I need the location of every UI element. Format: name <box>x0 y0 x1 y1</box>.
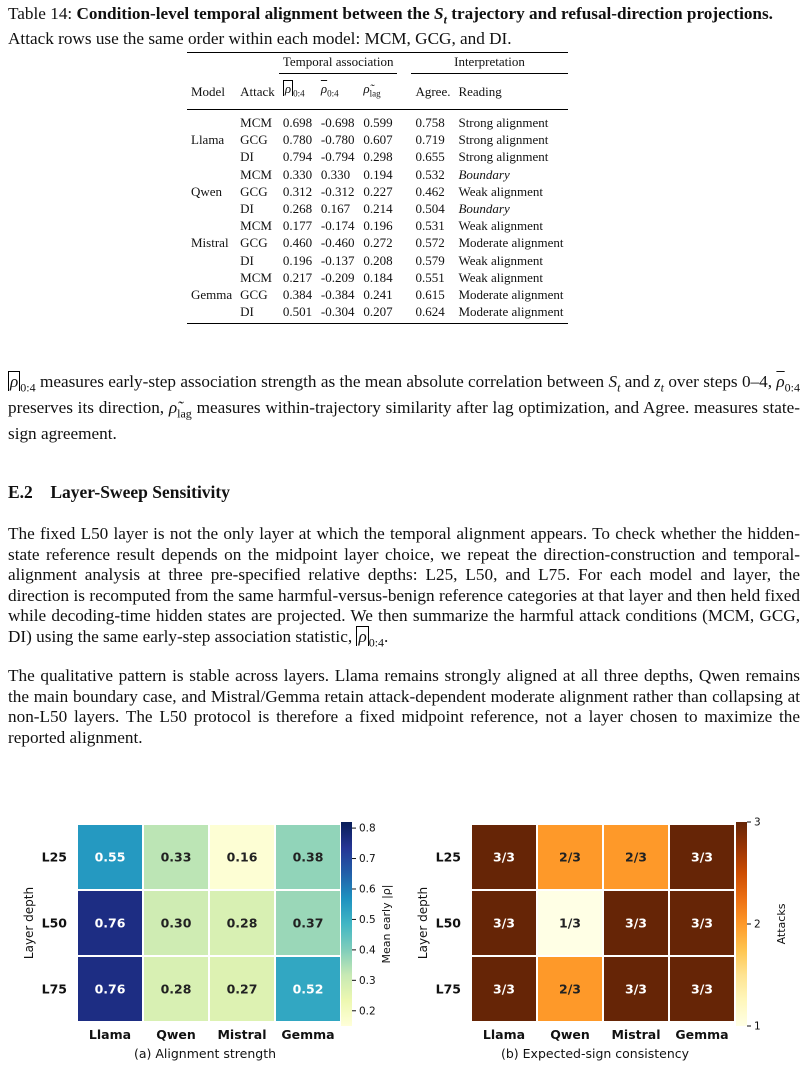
table-cell-mean-rho: -0.137 <box>320 252 355 268</box>
table-cell-agree: 0.758 <box>415 115 445 130</box>
colorbar-tick-label: 0.5 <box>359 913 376 926</box>
cell-value-label: 0.37 <box>292 915 324 931</box>
table-cell-model <box>187 200 236 217</box>
table-cell-mean-rho: -0.698 <box>320 115 355 130</box>
cell-value-label: 3/3 <box>691 981 713 997</box>
table-cell-abs-rho: 0.384 <box>282 287 313 303</box>
paragraph-2: The qualitative pattern is stable across layers. Llama remains strongly aligned at all three depths, Qwen remains the main boundary case, and Mistral/Gemma retain attack-dependent moderate alignment rather than collapsing at non-L50 layers. The L50 protocol is therefore a fixed midpoint reference, not a layer chosen to maximize the reported alignment. <box>8 666 800 747</box>
table-cell-attack: MCM <box>240 115 272 130</box>
group-header-temporal: Temporal association <box>279 53 398 74</box>
table-cell-reading: Strong alignment <box>458 149 549 165</box>
table-cell-agree: 0.579 <box>415 252 445 268</box>
col-header-model: Model <box>187 74 236 110</box>
table-cell-lag-rho: 0.214 <box>363 201 393 217</box>
table-row <box>187 200 568 217</box>
table-cell-agree: 0.655 <box>415 149 445 165</box>
footnote-part-2: and <box>620 372 650 391</box>
caption-bold-2: trajectory and refusal-direction projections. <box>451 4 773 23</box>
footnote-part-4: preserves its direction, <box>8 397 169 417</box>
table-cell-reading: Moderate alignment <box>458 287 564 303</box>
table-cell-lag-rho: 0.196 <box>363 218 393 234</box>
table-cell-lag-rho: 0.272 <box>363 235 393 251</box>
colorbar-tick-label: 0.7 <box>359 853 376 866</box>
table-row <box>187 286 568 303</box>
section-number: E.2 <box>8 482 33 502</box>
table-cell-abs-rho: 0.312 <box>282 183 313 199</box>
col-header-abs-rho: ρ $_{0:4}$ <box>279 74 317 110</box>
table-cell-attack: MCM <box>240 166 272 182</box>
table-cell-lag-rho: 0.607 <box>363 132 393 148</box>
table-cell-abs-rho: 0.698 <box>282 115 313 130</box>
table-cell-model <box>187 166 236 183</box>
colorbar-tick-label: 0.4 <box>359 944 376 957</box>
table-cell-mean-rho: -0.304 <box>320 304 355 320</box>
table-cell-attack: GCG <box>240 235 268 251</box>
table-cell-abs-rho: 0.460 <box>282 235 313 251</box>
table-cell-abs-rho: 0.501 <box>282 304 313 320</box>
alignment-table <box>187 52 568 324</box>
table-cell-attack: DI <box>240 304 254 320</box>
colorbar <box>341 822 352 1026</box>
table-cell-model: Mistral <box>191 235 229 251</box>
table-cell-attack: DI <box>240 252 254 268</box>
cell-value-label: 3/3 <box>691 849 713 865</box>
colorbar-tick-label: 0.3 <box>359 974 376 987</box>
table-cell-lag-rho: 0.184 <box>363 269 393 285</box>
table-cell-attack: DI <box>240 201 254 217</box>
footnote-part-3: over steps 0–4, <box>663 372 777 391</box>
table-cell-attack: MCM <box>240 218 272 234</box>
table-row <box>187 252 568 269</box>
table-cell-model <box>187 269 236 286</box>
cell-value-label: 3/3 <box>493 849 515 865</box>
cell-value-label: 2/3 <box>559 849 581 865</box>
table-row <box>187 110 568 132</box>
table-row <box>187 234 568 251</box>
table-cell-attack: DI <box>240 149 254 165</box>
colorbar-label: Attacks <box>775 903 788 945</box>
table-cell-mean-rho: -0.460 <box>320 235 355 251</box>
table-cell-reading: Weak alignment <box>458 269 543 285</box>
group-header-interpretation: Interpretation <box>411 53 567 74</box>
table-cell-abs-rho: 0.177 <box>282 218 313 234</box>
paragraph-1: The fixed L50 layer is not the only layer at which the temporal alignment appears. To check whether the hidden-state reference result depends on the midpoint layer choice, we repeat the direction-construction and temporal-alignment analysis at three pre-specified relative depths: L25, L50, and L75. For each model and layer, the direction is recomputed from the same harmful-versus-benign reference categories at that layer and then held fixed while decoding-time hidden states are projected. We then summarize the harmful attack conditions (MCM, GCG, DI) using the same early-step association statistic, ρ $_{0:4}$. <box>8 524 800 649</box>
table-cell-attack: GCG <box>240 287 268 303</box>
table-cell-reading: Boundary <box>458 166 510 182</box>
table-cell-lag-rho: 0.208 <box>363 252 393 268</box>
x-tick-label: Gemma <box>281 1027 335 1042</box>
colorbar-tick-label: 0.2 <box>359 1005 376 1018</box>
table-cell-reading: Strong alignment <box>458 115 549 130</box>
table-cell-agree: 0.551 <box>415 269 445 285</box>
table-cell-mean-rho: 0.167 <box>320 201 351 217</box>
table-cell-model: Qwen <box>191 183 223 199</box>
table-cell-mean-rho: -0.209 <box>320 269 355 285</box>
cell-value-label: 0.33 <box>160 849 192 865</box>
cell-value-label: 3/3 <box>493 981 515 997</box>
table-cell-reading: Weak alignment <box>458 218 543 234</box>
x-tick-label: Mistral <box>217 1027 267 1042</box>
colorbar-tick-label: 0.8 <box>359 822 376 835</box>
table-cell-lag-rho: 0.227 <box>363 183 393 199</box>
table-cell-abs-rho: 0.780 <box>282 132 313 148</box>
x-tick-label: Llama <box>482 1027 526 1042</box>
caption-label: Table 14: <box>8 4 73 23</box>
table-cell-agree: 0.531 <box>415 218 445 234</box>
y-tick-label: L75 <box>41 981 67 997</box>
table-cell-abs-rho: 0.330 <box>282 166 313 182</box>
table-cell-model: Llama <box>191 132 225 148</box>
table-cell-model: Gemma <box>191 287 233 303</box>
cell-value-label: 3/3 <box>625 981 647 997</box>
caption-symbol: S <box>434 4 444 23</box>
cell-value-label: 3/3 <box>625 915 647 931</box>
subfigure-a-caption: (a) Alignment strength <box>133 1046 277 1061</box>
colorbar <box>736 822 747 1026</box>
colorbar-tick-label: 1 <box>754 1020 761 1033</box>
layer-sweep-figure <box>0 806 808 1086</box>
table-cell-abs-rho: 0.268 <box>282 201 313 217</box>
col-header-lag-rho: $\rhõ_{lag}$ <box>359 74 397 110</box>
table-cell-agree: 0.462 <box>415 183 445 199</box>
table-cell-agree: 0.572 <box>415 235 445 251</box>
x-tick-label: Qwen <box>156 1027 196 1042</box>
table-cell-model <box>187 252 236 269</box>
table-cell-attack: GCG <box>240 183 268 199</box>
cell-value-label: 0.27 <box>226 981 258 997</box>
table-cell-lag-rho: 0.207 <box>363 304 393 320</box>
col-header-agree: Agree. <box>411 74 454 110</box>
table-cell-abs-rho: 0.217 <box>282 269 313 285</box>
footnote-part-5: measures within-trajectory similarity after lag optimization, and Agree. measures state-sign agreement. <box>8 397 800 443</box>
cell-value-label: 0.76 <box>94 915 126 931</box>
cell-value-label: 0.28 <box>160 981 192 997</box>
cell-value-label: 0.38 <box>292 849 324 865</box>
table-cell-attack: MCM <box>240 269 272 285</box>
table-cell-agree: 0.504 <box>415 201 445 217</box>
y-axis-label: Layer depth <box>22 886 36 960</box>
table-row <box>187 217 568 234</box>
table-footnote: ρ $_{0:4}$ measures early-step association strength as the mean absolute correlation between $S_t$ and $z_t$ over steps 0–4, $\overline{\rho}_{0:4}$ preserves its direction, $\rhõ_{lag}$ measures within-trajectory similarity after lag optimization, and Agree. measures state-sign agreement. <box>8 372 800 443</box>
y-tick-label: L50 <box>435 915 461 931</box>
table-cell-agree: 0.615 <box>415 287 445 303</box>
x-tick-label: Llama <box>88 1027 132 1042</box>
col-header-mean-rho: $\overline{\rho}_{0:4}$ <box>317 74 360 110</box>
table-cell-mean-rho: -0.174 <box>320 218 355 234</box>
cell-value-label: 2/3 <box>559 981 581 997</box>
y-tick-label: L50 <box>41 915 67 931</box>
caption-rest: Attack rows use the same order within each model: MCM, GCG, and DI. <box>8 29 512 49</box>
col-header-attack: Attack <box>236 74 279 110</box>
table-cell-lag-rho: 0.194 <box>363 166 393 182</box>
table-cell-attack: GCG <box>240 132 268 148</box>
table-row <box>187 183 568 200</box>
y-tick-label: L25 <box>41 849 67 865</box>
colorbar-label: Mean early |ρ| <box>380 884 393 964</box>
colorbar-tick-label: 0.6 <box>359 883 376 896</box>
x-tick-label: Gemma <box>675 1027 729 1042</box>
col-header-reading: Reading <box>454 74 567 110</box>
paragraph-1-text: The fixed L50 layer is not the only layer at which the temporal alignment appears. To check whether the hidden-state reference result depends on the midpoint layer choice, we repeat the direction-construction and temporal-alignment analysis at three pre-specified relative depths: L25, L50, and L75. For each model and layer, the direction is recomputed from the same harmful-versus-benign reference categories at that layer and then held fixed while decoding-time hidden states are projected. We then summarize the harmful attack conditions (MCM, GCG, DI) using the same early-step association statistic, <box>8 524 800 646</box>
table-cell-reading: Moderate alignment <box>458 235 564 251</box>
cell-value-label: 2/3 <box>625 849 647 865</box>
cell-value-label: 0.76 <box>94 981 126 997</box>
table-cell-reading: Moderate alignment <box>458 304 564 320</box>
colorbar-tick-label: 2 <box>754 918 761 931</box>
cell-value-label: 0.55 <box>94 849 126 865</box>
table-cell-lag-rho: 0.241 <box>363 287 393 303</box>
y-tick-label: L75 <box>435 981 461 997</box>
y-tick-label: L25 <box>435 849 461 865</box>
table-row <box>187 303 568 324</box>
footnote-part-1: measures early-step association strength as the mean absolute correlation between <box>35 372 609 391</box>
table-cell-abs-rho: 0.794 <box>282 149 313 165</box>
table-cell-agree: 0.719 <box>415 132 445 148</box>
subfigure-b-caption: (b) Expected-sign consistency <box>500 1046 690 1061</box>
caption-symbol-sub: t <box>443 12 447 27</box>
table-cell-lag-rho: 0.599 <box>363 115 393 130</box>
column-header-row <box>187 74 568 110</box>
table-cell-mean-rho: -0.312 <box>320 183 355 199</box>
table-cell-mean-rho: -0.384 <box>320 287 355 303</box>
table-row <box>187 148 568 165</box>
table-cell-lag-rho: 0.298 <box>363 149 393 165</box>
y-axis-label: Layer depth <box>416 886 430 960</box>
x-tick-label: Qwen <box>550 1027 590 1042</box>
colorbar-tick-label: 3 <box>754 816 761 829</box>
table-cell-agree: 0.624 <box>415 304 445 320</box>
table-cell-abs-rho: 0.196 <box>282 252 313 268</box>
cell-value-label: 1/3 <box>559 915 581 931</box>
table-caption <box>8 4 800 49</box>
caption-bold-1: Condition-level temporal alignment between the <box>76 4 430 23</box>
table-cell-reading: Boundary <box>458 201 510 217</box>
table-cell-model <box>187 110 236 132</box>
table-cell-reading: Strong alignment <box>458 132 549 148</box>
table-row <box>187 131 568 148</box>
table-cell-reading: Weak alignment <box>458 183 543 199</box>
cell-value-label: 3/3 <box>493 915 515 931</box>
table-cell-mean-rho: -0.780 <box>320 132 355 148</box>
table-cell-model <box>187 303 236 324</box>
table-row <box>187 269 568 286</box>
x-tick-label: Mistral <box>611 1027 661 1042</box>
table-cell-agree: 0.532 <box>415 166 445 182</box>
table-cell-model <box>187 148 236 165</box>
section-title: Layer-Sweep Sensitivity <box>50 482 230 502</box>
table-cell-mean-rho: -0.794 <box>320 149 355 165</box>
cell-value-label: 0.16 <box>226 849 258 865</box>
table-row <box>187 166 568 183</box>
table-cell-reading: Weak alignment <box>458 252 543 268</box>
cell-value-label: 0.30 <box>160 915 192 931</box>
section-heading <box>8 482 230 503</box>
cell-value-label: 0.28 <box>226 915 258 931</box>
cell-value-label: 0.52 <box>292 981 324 997</box>
table-cell-mean-rho: 0.330 <box>320 166 351 182</box>
table-cell-model <box>187 217 236 234</box>
cell-value-label: 3/3 <box>691 915 713 931</box>
